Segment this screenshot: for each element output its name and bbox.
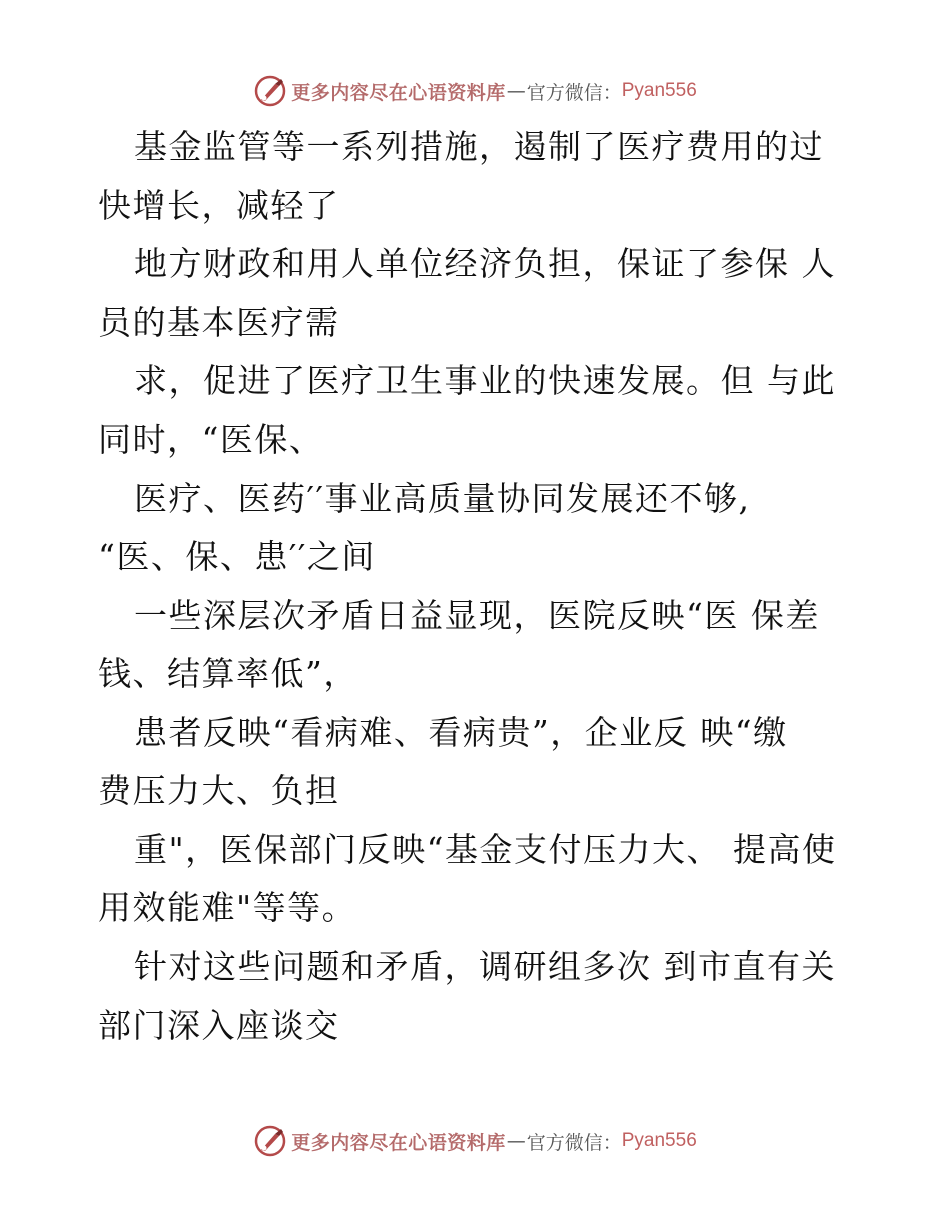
body-line: 用效能难"等等。 bbox=[98, 888, 357, 927]
body-line: “医、保、患′′之间 bbox=[98, 537, 376, 576]
body-line: 同时，“医保、 bbox=[98, 420, 324, 459]
wechat-label: 官方微信： bbox=[526, 1131, 622, 1154]
body-line: 针对这些问题和矛盾，调研组多次 到市直有关 bbox=[134, 947, 836, 986]
body-line: 基金监管等一系列措施，遏制了医疗费用的过 bbox=[134, 127, 824, 166]
body-line: 一些深层次矛盾日益显现，医院反映“医 保差 bbox=[134, 596, 820, 635]
body-line: 部门深入座谈交 bbox=[98, 1006, 340, 1045]
body-line: 医疗、医药′′事业高质量协同发展还不够, bbox=[134, 479, 751, 518]
wechat-id: Pyan556 bbox=[621, 80, 697, 101]
quill-pen-icon bbox=[253, 1124, 287, 1158]
banner-separator: — bbox=[506, 1130, 526, 1152]
body-line: 钱、结算率低”， bbox=[98, 654, 358, 693]
body-line: 员的基本医疗需 bbox=[98, 303, 340, 342]
body-line: 快增长，减轻了 bbox=[98, 186, 340, 225]
body-line: 患者反映“看病难、看病贵”，企业反 映“缴 bbox=[134, 713, 788, 752]
footer-banner bbox=[0, 1121, 950, 1161]
wechat-id: Pyan556 bbox=[621, 1130, 697, 1151]
quill-pen-icon bbox=[253, 74, 287, 108]
header-banner bbox=[0, 71, 950, 111]
body-line: 费压力大、负担 bbox=[98, 771, 340, 810]
body-line: 地方财政和用人单位经济负担，保证了参保 人 bbox=[134, 244, 836, 283]
wechat-label: 官方微信： bbox=[526, 81, 622, 104]
brand-text: 更多内容尽在心语资料库 bbox=[291, 1131, 506, 1154]
body-line: 重"，医保部门反映“基金支付压力大、 提高使 bbox=[134, 830, 837, 869]
body-line: 求，促进了医疗卫生事业的快速发展。但 与此 bbox=[134, 361, 836, 400]
banner-separator: — bbox=[506, 80, 526, 102]
brand-text: 更多内容尽在心语资料库 bbox=[291, 81, 506, 104]
